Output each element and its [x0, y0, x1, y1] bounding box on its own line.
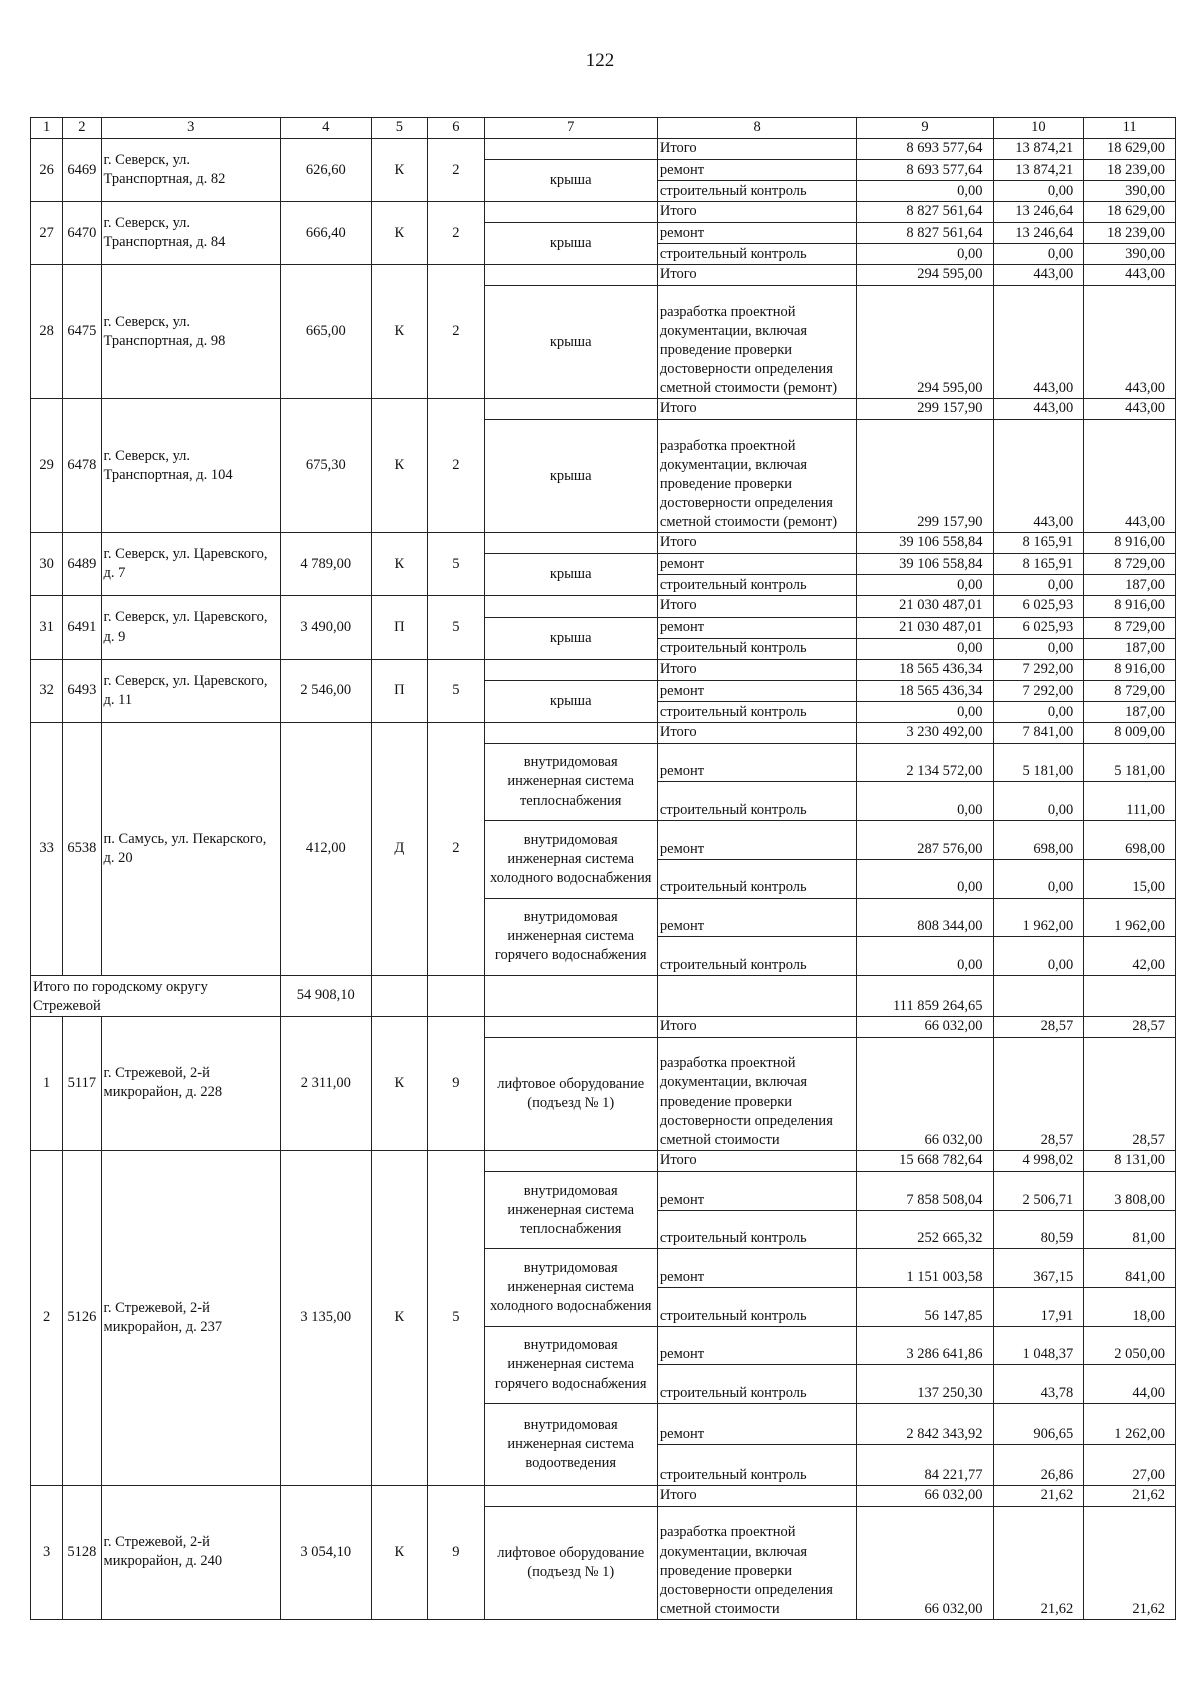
cell-num: 1: [31, 1016, 63, 1150]
cell-num: 2: [31, 1150, 63, 1485]
subtotal-area: 54 908,10: [280, 975, 371, 1016]
cell-limit-cost: 443,00: [1084, 286, 1176, 399]
cell-sum: 0,00: [857, 638, 993, 659]
column-header: 6: [428, 118, 484, 139]
cell-label: строительный контроль: [657, 1365, 857, 1404]
table-row: [31, 202, 1176, 223]
cell-limit-cost: 28,57: [1084, 1016, 1176, 1037]
cell-address: г. Северск, ул. Царевского, д. 11: [101, 659, 280, 722]
cell-sum: 1 151 003,58: [857, 1249, 993, 1288]
column-header: 10: [993, 118, 1084, 139]
cell-sum: 287 576,00: [857, 821, 993, 860]
cell-sum: 84 221,77: [857, 1444, 993, 1485]
cell-address: г. Северск, ул. Транспортная, д. 82: [101, 139, 280, 202]
cell-label: строительный контроль: [657, 638, 857, 659]
cell-unit-cost: 8 165,91: [993, 533, 1084, 554]
cell-element: внутридомовая инженерная система теплоснабжения: [484, 1172, 657, 1249]
cell-floors: 2: [428, 202, 484, 265]
cell-sum: 294 595,00: [857, 265, 993, 286]
cell-unit-cost: 1 048,37: [993, 1326, 1084, 1365]
cell-limit-cost: 187,00: [1084, 575, 1176, 596]
cell-address: г. Стрежевой, 2-й микрорайон, д. 228: [101, 1016, 280, 1150]
cell-element-empty: [484, 596, 657, 617]
cell-sum: 15 668 782,64: [857, 1150, 993, 1171]
cell-num: 27: [31, 202, 63, 265]
cell-address: г. Северск, ул. Царевского, д. 7: [101, 533, 280, 596]
cell-material: К: [371, 1485, 427, 1619]
cell-element: крыша: [484, 223, 657, 265]
cell-element: крыша: [484, 420, 657, 533]
cell-id: 6475: [63, 265, 101, 399]
cell-limit-cost: 1 962,00: [1084, 898, 1176, 937]
cell-limit-cost: 8 916,00: [1084, 596, 1176, 617]
cell-sum: 21 030 487,01: [857, 596, 993, 617]
table-row: [31, 265, 1176, 286]
cell-sum: 0,00: [857, 244, 993, 265]
page-number: 122: [585, 50, 615, 71]
cell-element-empty: [484, 265, 657, 286]
cell-unit-cost: 0,00: [993, 244, 1084, 265]
cell-limit-cost: 8 916,00: [1084, 533, 1176, 554]
cell-sum: 0,00: [857, 575, 993, 596]
cell-area: 666,40: [280, 202, 371, 265]
cell-sum: 0,00: [857, 782, 993, 821]
cell-unit-cost: 17,91: [993, 1288, 1084, 1327]
cell-limit-cost: 21,62: [1084, 1485, 1176, 1506]
cell-label: разработка проектной документации, включая проведение проверки достоверности определения сметной стоимости: [657, 1506, 857, 1619]
cell-limit-cost: 187,00: [1084, 701, 1176, 722]
cell-label: Итого: [657, 659, 857, 680]
table-row: [31, 533, 1176, 554]
cell-sum: 21 030 487,01: [857, 617, 993, 638]
cell-sum: 8 693 577,64: [857, 160, 993, 181]
cell-limit-cost: 841,00: [1084, 1249, 1176, 1288]
cell-floors: 5: [428, 1150, 484, 1485]
cell-address: г. Стрежевой, 2-й микрорайон, д. 237: [101, 1150, 280, 1485]
cell-label: ремонт: [657, 680, 857, 701]
cell-address: г. Северск, ул. Транспортная, д. 84: [101, 202, 280, 265]
cell-element-empty: [484, 1016, 657, 1037]
cell-id: 6491: [63, 596, 101, 659]
cell-unit-cost: 8 165,91: [993, 554, 1084, 575]
cell-sum: 0,00: [857, 701, 993, 722]
cell-limit-cost: 8 009,00: [1084, 722, 1176, 743]
capital-repair-table: [30, 117, 1176, 1620]
cell-id: 6470: [63, 202, 101, 265]
cell-element-empty: [484, 533, 657, 554]
cell-element: [484, 1150, 657, 1171]
cell-address: г. Северск, ул. Транспортная, д. 104: [101, 399, 280, 533]
subtotal-row: [31, 975, 1176, 1016]
cell-unit-cost: 443,00: [993, 420, 1084, 533]
cell-material: К: [371, 1016, 427, 1150]
cell-element: крыша: [484, 160, 657, 202]
cell-label: ремонт: [657, 898, 857, 937]
cell-sum: 3 286 641,86: [857, 1326, 993, 1365]
cell-limit-cost: 27,00: [1084, 1444, 1176, 1485]
cell-sum: 18 565 436,34: [857, 659, 993, 680]
cell-limit-cost: 3 808,00: [1084, 1172, 1176, 1211]
cell-sum: 808 344,00: [857, 898, 993, 937]
table-row: [31, 596, 1176, 617]
cell-material: К: [371, 1150, 427, 1485]
cell-label: разработка проектной документации, включая проведение проверки достоверности определения сметной стоимости (ремонт): [657, 286, 857, 399]
cell-unit-cost: 13 246,64: [993, 223, 1084, 244]
cell-sum: 299 157,90: [857, 399, 993, 420]
cell-element: крыша: [484, 680, 657, 722]
cell-limit-cost: 443,00: [1084, 265, 1176, 286]
cell-num: 26: [31, 139, 63, 202]
cell-label: ремонт: [657, 821, 857, 860]
cell-empty: [993, 975, 1084, 1016]
cell-limit-cost: 81,00: [1084, 1210, 1176, 1249]
cell-limit-cost: 15,00: [1084, 859, 1176, 898]
cell-sum: 2 842 343,92: [857, 1404, 993, 1445]
cell-floors: 9: [428, 1485, 484, 1619]
cell-label: Итого: [657, 265, 857, 286]
cell-limit-cost: 5 181,00: [1084, 743, 1176, 782]
cell-unit-cost: 21,62: [993, 1485, 1084, 1506]
cell-area: 3 490,00: [280, 596, 371, 659]
cell-label: строительный контроль: [657, 244, 857, 265]
cell-limit-cost: 2 050,00: [1084, 1326, 1176, 1365]
cell-element: крыша: [484, 617, 657, 659]
cell-floors: 5: [428, 659, 484, 722]
cell-label: ремонт: [657, 1404, 857, 1445]
cell-element: [484, 722, 657, 743]
cell-label: разработка проектной документации, включая проведение проверки достоверности определения сметной стоимости: [657, 1038, 857, 1151]
cell-limit-cost: 8 131,00: [1084, 1150, 1176, 1171]
cell-material: К: [371, 265, 427, 399]
cell-area: 626,60: [280, 139, 371, 202]
table-row: [31, 659, 1176, 680]
cell-element: внутридомовая инженерная система горячего водоснабжения: [484, 1326, 657, 1403]
cell-area: 3 135,00: [280, 1150, 371, 1485]
cell-limit-cost: 18,00: [1084, 1288, 1176, 1327]
cell-id: 6478: [63, 399, 101, 533]
cell-label: Итого: [657, 596, 857, 617]
cell-unit-cost: 7 292,00: [993, 659, 1084, 680]
cell-empty: [484, 975, 657, 1016]
cell-label: строительный контроль: [657, 1288, 857, 1327]
cell-sum: 39 106 558,84: [857, 533, 993, 554]
cell-label: строительный контроль: [657, 701, 857, 722]
cell-unit-cost: 0,00: [993, 181, 1084, 202]
column-header: 2: [63, 118, 101, 139]
cell-unit-cost: 5 181,00: [993, 743, 1084, 782]
cell-address: г. Стрежевой, 2-й микрорайон, д. 240: [101, 1485, 280, 1619]
cell-num: 28: [31, 265, 63, 399]
cell-limit-cost: 698,00: [1084, 821, 1176, 860]
cell-id: 5126: [63, 1150, 101, 1485]
cell-sum: 3 230 492,00: [857, 722, 993, 743]
cell-id: 5128: [63, 1485, 101, 1619]
cell-sum: 66 032,00: [857, 1038, 993, 1151]
cell-sum: 0,00: [857, 859, 993, 898]
cell-sum: 66 032,00: [857, 1016, 993, 1037]
cell-label: ремонт: [657, 743, 857, 782]
cell-sum: 8 827 561,64: [857, 223, 993, 244]
cell-label: строительный контроль: [657, 859, 857, 898]
cell-unit-cost: 0,00: [993, 638, 1084, 659]
cell-id: 5117: [63, 1016, 101, 1150]
cell-material: К: [371, 139, 427, 202]
table-row: [31, 722, 1176, 743]
cell-area: 3 054,10: [280, 1485, 371, 1619]
subtotal-label: Итого по городскому округу Стрежевой: [31, 975, 281, 1016]
column-header: 7: [484, 118, 657, 139]
cell-area: 412,00: [280, 722, 371, 975]
cell-unit-cost: 367,15: [993, 1249, 1084, 1288]
cell-sum: 299 157,90: [857, 420, 993, 533]
cell-limit-cost: 18 629,00: [1084, 202, 1176, 223]
cell-sum: 252 665,32: [857, 1210, 993, 1249]
cell-empty: [1084, 975, 1176, 1016]
cell-unit-cost: 906,65: [993, 1404, 1084, 1445]
cell-label: ремонт: [657, 1172, 857, 1211]
cell-element: крыша: [484, 286, 657, 399]
cell-label: ремонт: [657, 1326, 857, 1365]
cell-element-empty: [484, 139, 657, 160]
cell-floors: 2: [428, 265, 484, 399]
cell-num: 30: [31, 533, 63, 596]
cell-unit-cost: 0,00: [993, 859, 1084, 898]
cell-sum: 18 565 436,34: [857, 680, 993, 701]
cell-material: К: [371, 202, 427, 265]
cell-address: г. Северск, ул. Транспортная, д. 98: [101, 265, 280, 399]
cell-unit-cost: 1 962,00: [993, 898, 1084, 937]
cell-label: Итого: [657, 139, 857, 160]
cell-floors: 2: [428, 722, 484, 975]
cell-unit-cost: 698,00: [993, 821, 1084, 860]
cell-limit-cost: 18 629,00: [1084, 139, 1176, 160]
cell-empty: [657, 975, 857, 1016]
cell-num: 33: [31, 722, 63, 975]
table-row: [31, 1485, 1176, 1506]
cell-label: разработка проектной документации, включая проведение проверки достоверности определения сметной стоимости (ремонт): [657, 420, 857, 533]
cell-address: г. Северск, ул. Царевского, д. 9: [101, 596, 280, 659]
cell-id: 6493: [63, 659, 101, 722]
table-row: [31, 139, 1176, 160]
cell-unit-cost: 443,00: [993, 265, 1084, 286]
cell-sum: 39 106 558,84: [857, 554, 993, 575]
cell-id: 6489: [63, 533, 101, 596]
cell-element: внутридомовая инженерная система горячего водоснабжения: [484, 898, 657, 975]
cell-unit-cost: 28,57: [993, 1038, 1084, 1151]
cell-element-empty: [484, 1485, 657, 1506]
cell-label: строительный контроль: [657, 1210, 857, 1249]
cell-area: 2 546,00: [280, 659, 371, 722]
cell-label: Итого: [657, 533, 857, 554]
cell-limit-cost: 187,00: [1084, 638, 1176, 659]
cell-label: строительный контроль: [657, 782, 857, 821]
column-header: 11: [1084, 118, 1176, 139]
cell-unit-cost: 4 998,02: [993, 1150, 1084, 1171]
cell-material: П: [371, 659, 427, 722]
cell-sum: 66 032,00: [857, 1506, 993, 1619]
cell-label: ремонт: [657, 554, 857, 575]
cell-limit-cost: 111,00: [1084, 782, 1176, 821]
subtotal-sum: 111 859 264,65: [857, 975, 993, 1016]
cell-element: крыша: [484, 554, 657, 596]
cell-label: Итого: [657, 722, 857, 743]
cell-limit-cost: 443,00: [1084, 399, 1176, 420]
cell-limit-cost: 28,57: [1084, 1038, 1176, 1151]
cell-limit-cost: 390,00: [1084, 181, 1176, 202]
cell-limit-cost: 18 239,00: [1084, 160, 1176, 181]
table-row: [31, 1150, 1176, 1171]
column-header: 9: [857, 118, 993, 139]
cell-num: 31: [31, 596, 63, 659]
cell-label: ремонт: [657, 160, 857, 181]
cell-limit-cost: 18 239,00: [1084, 223, 1176, 244]
cell-sum: 137 250,30: [857, 1365, 993, 1404]
cell-limit-cost: 1 262,00: [1084, 1404, 1176, 1445]
cell-unit-cost: 0,00: [993, 701, 1084, 722]
cell-unit-cost: 0,00: [993, 575, 1084, 596]
cell-label: Итого: [657, 202, 857, 223]
cell-element-empty: [484, 399, 657, 420]
cell-id: 6538: [63, 722, 101, 975]
cell-floors: 9: [428, 1016, 484, 1150]
cell-area: 675,30: [280, 399, 371, 533]
cell-unit-cost: 13 874,21: [993, 160, 1084, 181]
cell-area: 4 789,00: [280, 533, 371, 596]
cell-empty: [428, 975, 484, 1016]
header-row: [31, 118, 1176, 139]
column-header: 5: [371, 118, 427, 139]
cell-sum: 0,00: [857, 181, 993, 202]
cell-floors: 2: [428, 399, 484, 533]
cell-id: 6469: [63, 139, 101, 202]
cell-label: строительный контроль: [657, 181, 857, 202]
cell-material: Д: [371, 722, 427, 975]
cell-label: строительный контроль: [657, 575, 857, 596]
cell-element: внутридомовая инженерная система холодного водоснабжения: [484, 1249, 657, 1326]
cell-label: Итого: [657, 399, 857, 420]
cell-num: 29: [31, 399, 63, 533]
cell-unit-cost: 21,62: [993, 1506, 1084, 1619]
column-header: 4: [280, 118, 371, 139]
column-header: 1: [31, 118, 63, 139]
column-header: 8: [657, 118, 857, 139]
cell-element: внутридомовая инженерная система холодного водоснабжения: [484, 821, 657, 898]
cell-area: 665,00: [280, 265, 371, 399]
cell-floors: 5: [428, 596, 484, 659]
cell-unit-cost: 13 874,21: [993, 139, 1084, 160]
cell-label: Итого: [657, 1016, 857, 1037]
cell-area: 2 311,00: [280, 1016, 371, 1150]
cell-material: П: [371, 596, 427, 659]
cell-sum: 8 827 561,64: [857, 202, 993, 223]
cell-floors: 2: [428, 139, 484, 202]
cell-unit-cost: 6 025,93: [993, 617, 1084, 638]
cell-label: Итого: [657, 1150, 857, 1171]
cell-label: ремонт: [657, 223, 857, 244]
table-row: [31, 399, 1176, 420]
cell-element-empty: [484, 659, 657, 680]
cell-element: лифтовое оборудование (подъезд № 1): [484, 1038, 657, 1151]
cell-unit-cost: 443,00: [993, 286, 1084, 399]
cell-limit-cost: 44,00: [1084, 1365, 1176, 1404]
cell-sum: 0,00: [857, 937, 993, 976]
cell-unit-cost: 443,00: [993, 399, 1084, 420]
cell-unit-cost: 13 246,64: [993, 202, 1084, 223]
cell-unit-cost: 28,57: [993, 1016, 1084, 1037]
cell-num: 3: [31, 1485, 63, 1619]
cell-label: Итого: [657, 1485, 857, 1506]
cell-unit-cost: 26,86: [993, 1444, 1084, 1485]
cell-limit-cost: 390,00: [1084, 244, 1176, 265]
cell-address: п. Самусь, ул. Пекарского, д. 20: [101, 722, 280, 975]
cell-sum: 56 147,85: [857, 1288, 993, 1327]
cell-element: лифтовое оборудование (подъезд № 1): [484, 1506, 657, 1619]
cell-limit-cost: 8 916,00: [1084, 659, 1176, 680]
cell-sum: 7 858 508,04: [857, 1172, 993, 1211]
cell-element: внутридомовая инженерная система теплоснабжения: [484, 743, 657, 820]
cell-unit-cost: 0,00: [993, 937, 1084, 976]
cell-limit-cost: 42,00: [1084, 937, 1176, 976]
cell-unit-cost: 43,78: [993, 1365, 1084, 1404]
cell-limit-cost: 21,62: [1084, 1506, 1176, 1619]
cell-unit-cost: 80,59: [993, 1210, 1084, 1249]
cell-label: строительный контроль: [657, 1444, 857, 1485]
cell-limit-cost: 8 729,00: [1084, 617, 1176, 638]
cell-limit-cost: 443,00: [1084, 420, 1176, 533]
cell-limit-cost: 8 729,00: [1084, 554, 1176, 575]
cell-limit-cost: 8 729,00: [1084, 680, 1176, 701]
cell-unit-cost: 7 841,00: [993, 722, 1084, 743]
cell-label: ремонт: [657, 617, 857, 638]
cell-unit-cost: 6 025,93: [993, 596, 1084, 617]
cell-sum: 2 134 572,00: [857, 743, 993, 782]
cell-unit-cost: 2 506,71: [993, 1172, 1084, 1211]
cell-material: К: [371, 399, 427, 533]
cell-unit-cost: 0,00: [993, 782, 1084, 821]
cell-sum: 66 032,00: [857, 1485, 993, 1506]
cell-label: строительный контроль: [657, 937, 857, 976]
cell-element: внутридомовая инженерная система водоотведения: [484, 1404, 657, 1486]
cell-unit-cost: 7 292,00: [993, 680, 1084, 701]
cell-element-empty: [484, 202, 657, 223]
table-row: [31, 1016, 1176, 1037]
cell-sum: 8 693 577,64: [857, 139, 993, 160]
cell-sum: 294 595,00: [857, 286, 993, 399]
column-header: 3: [101, 118, 280, 139]
cell-empty: [371, 975, 427, 1016]
cell-num: 32: [31, 659, 63, 722]
cell-label: ремонт: [657, 1249, 857, 1288]
cell-floors: 5: [428, 533, 484, 596]
cell-material: К: [371, 533, 427, 596]
